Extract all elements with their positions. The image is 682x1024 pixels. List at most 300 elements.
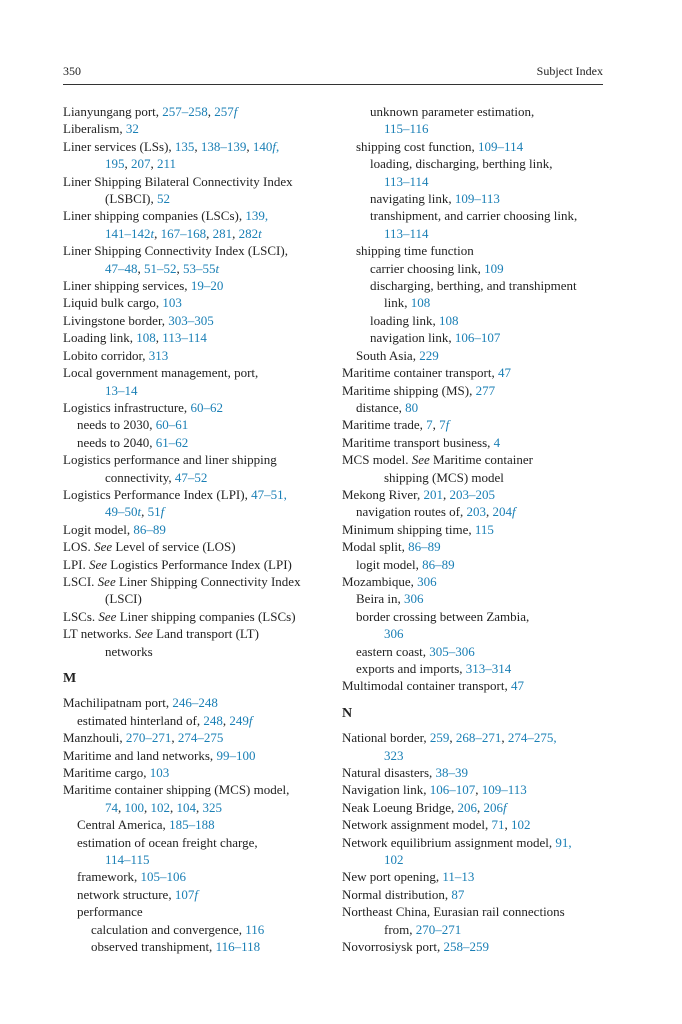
entry-term: Maritime container transport, <box>342 365 498 381</box>
entry-line <box>370 294 604 311</box>
entry-line <box>370 277 604 294</box>
page-ref-link[interactable]: 80 <box>405 399 419 415</box>
page-ref-link[interactable]: 47–51 <box>251 486 284 502</box>
entry-term: calculation and convergence, <box>91 921 246 937</box>
entry-term: navigating link, <box>370 191 455 207</box>
entry-term: (LSCI) <box>105 591 142 607</box>
index-subentry <box>63 712 331 729</box>
entry-term: shipping cost function, <box>356 138 479 154</box>
entry-term: Logistics performance and liner shipping <box>63 452 277 468</box>
page-ref-link[interactable]: 60–61 <box>155 417 189 433</box>
index-subentry <box>342 277 604 312</box>
index-entry <box>342 382 604 399</box>
index-entry <box>342 521 604 538</box>
entry-line: 141–142t, 167–168, 281, 282t <box>105 225 262 241</box>
page-ref-link[interactable]: 51f <box>147 504 165 520</box>
entry-term: Network assignment model, <box>342 817 492 833</box>
index-entry <box>63 625 331 660</box>
entry-line: Lianyungang port, 257–258, 257f <box>63 104 238 119</box>
page-ref-link[interactable]: 47 <box>497 365 511 381</box>
entry-term: Liner shipping companies (LSCs), <box>63 208 246 224</box>
index-subentry <box>342 347 604 364</box>
index-subentry <box>342 242 604 259</box>
entry-line <box>63 781 331 798</box>
page-ref-link[interactable]: 61–62 <box>155 434 189 450</box>
index-entry <box>342 764 604 781</box>
page-ref-link[interactable]: 141–142t <box>105 225 155 241</box>
entry-line <box>370 329 604 346</box>
entry-term: observed transhipment, <box>91 939 216 955</box>
entry-line <box>370 155 604 172</box>
index-column-right <box>342 103 604 956</box>
index-subentry <box>63 434 331 451</box>
see-target: Level of service (LOS) <box>112 539 236 555</box>
index-entry <box>63 521 331 538</box>
page-ref-link[interactable]: 99–100 <box>216 747 256 763</box>
entry-line <box>370 120 604 137</box>
index-entry <box>342 903 604 938</box>
page-ref-link[interactable]: 106–107 <box>429 782 476 798</box>
entry-term: (LSBCI), <box>105 191 157 207</box>
page-ref-link[interactable]: 32 <box>125 121 139 137</box>
page-ref-link[interactable]: 109–114 <box>478 138 524 154</box>
entry-line <box>370 260 604 277</box>
index-entry <box>63 347 331 364</box>
index-entry <box>63 138 331 173</box>
page-ref-link[interactable]: 108 <box>410 295 431 311</box>
page-ref-link[interactable]: 7 <box>426 417 433 433</box>
entry-line <box>91 938 331 955</box>
entry-term: Liberalism, <box>63 121 126 137</box>
index-subentry <box>63 921 331 938</box>
page-ref-link[interactable]: 204f <box>492 504 516 520</box>
running-header <box>63 64 603 85</box>
entry-line <box>63 173 331 190</box>
entry-line <box>63 190 331 207</box>
page-ref-link[interactable]: 201 <box>423 486 443 502</box>
page-ref-link[interactable]: 113–114 <box>384 173 429 189</box>
index-entry <box>63 486 331 521</box>
page-ref-link[interactable]: 249f <box>229 712 253 728</box>
entry-term: Lobito corridor, <box>63 347 149 363</box>
index-subentry <box>342 503 604 520</box>
page-ref-link[interactable]: 248 <box>203 712 223 728</box>
entry-line <box>370 225 604 242</box>
see-target: Logistics Performance Index (LPI) <box>107 556 292 572</box>
page-ref-link[interactable]: 91 <box>555 834 569 850</box>
entry-line <box>63 120 331 137</box>
index-entry <box>342 729 604 764</box>
page-ref-link[interactable]: 268–271 <box>455 730 502 746</box>
page-ref-link[interactable]: 52 <box>157 191 170 207</box>
index-entry <box>63 729 331 746</box>
index-entry <box>342 573 604 590</box>
entry-term: Maritime trade, <box>342 417 427 433</box>
entry-term: Network equilibrium assignment model, <box>342 834 556 850</box>
index-subentry <box>63 903 331 920</box>
page-ref-link[interactable]: 257f <box>214 104 238 119</box>
entry-term: distance, <box>356 399 406 415</box>
entry-line <box>342 903 604 920</box>
index-entry <box>342 486 604 503</box>
page-ref-link[interactable]: 13–14 <box>105 382 138 398</box>
entry-term: Lianyungang port, <box>63 104 163 119</box>
entry-term: Maritime transport business, <box>342 434 494 450</box>
entry-term: Logistics infrastructure, <box>63 399 191 415</box>
page-ref-link[interactable]: 282t <box>238 225 262 241</box>
page-ref-link[interactable]: 138–139 <box>200 138 247 154</box>
page-ref-link[interactable]: 203 <box>466 504 486 520</box>
entry-line <box>356 590 604 607</box>
index-entry <box>63 242 331 277</box>
entry-line <box>356 399 604 416</box>
entry-line: Logistics Performance Index (LPI), 47–51, <box>63 486 287 502</box>
entry-line: National border, 259, 268–271, 274–275, <box>342 730 557 746</box>
index-entry <box>63 781 331 816</box>
page-ref-link[interactable]: 102 <box>384 852 404 868</box>
entry-line: navigation routes of, 203, 204f <box>356 504 516 520</box>
see-reference: See <box>98 608 117 624</box>
index-subentry <box>342 556 604 573</box>
entry-line <box>356 643 604 660</box>
entry-term: networks <box>105 643 153 659</box>
section-letter: M <box>63 671 77 686</box>
page-ref-link[interactable]: 7f <box>439 417 450 433</box>
index-subentry <box>63 886 331 903</box>
page-ref-link[interactable]: 277 <box>475 382 496 398</box>
page-ref-link[interactable]: 270–271 <box>125 730 172 746</box>
index-entry <box>63 329 331 346</box>
entry-line <box>356 556 604 573</box>
entry-line <box>370 312 604 329</box>
entry-line <box>63 556 331 573</box>
index-entry <box>63 556 331 573</box>
entry-term: LOS. <box>63 539 95 555</box>
entry-term: Liner shipping services, <box>63 278 191 294</box>
page-ref-link[interactable]: 185–188 <box>169 817 215 833</box>
index-subentry <box>342 399 604 416</box>
entry-line <box>370 173 604 190</box>
entry-line <box>63 747 331 764</box>
page-ref-link[interactable]: 86–89 <box>422 556 455 572</box>
page-ref-link[interactable]: 113–114 <box>384 225 429 241</box>
entry-term: National border, <box>342 730 430 746</box>
page-ref-link[interactable]: 38–39 <box>435 765 469 781</box>
entry-line <box>91 921 331 938</box>
entry-term: discharging, berthing, and transhipment <box>370 278 577 294</box>
entry-term: Livingstone border, <box>63 312 169 328</box>
entry-term: MCS model. <box>342 452 412 468</box>
entry-term: shipping (MCS) model <box>384 469 504 485</box>
entry-line: Network assignment model, 71, 102 <box>342 817 531 833</box>
page-ref-link[interactable]: 102 <box>150 799 170 815</box>
page-ref-link[interactable]: 103 <box>162 295 182 311</box>
index-column-left <box>63 103 331 956</box>
page-ref-link[interactable]: 306 <box>417 573 437 589</box>
page-ref-link[interactable]: 86–89 <box>408 539 441 555</box>
entry-line <box>342 764 604 781</box>
entry-term: link, <box>384 295 411 311</box>
entry-term: Liner Shipping Bilateral Connectivity Index <box>63 173 293 189</box>
page-ref-link[interactable]: 229 <box>419 347 439 363</box>
entry-line: Loading link, 108, 113–114 <box>63 330 207 346</box>
entry-line: Liner services (LSs), 135, 138–139, 140f, <box>63 138 280 154</box>
index-subentry <box>63 868 331 885</box>
entry-line <box>63 590 331 607</box>
page-ref-link[interactable]: 323 <box>384 747 404 763</box>
entry-line <box>77 834 331 851</box>
entry-term: Mekong River, <box>342 486 424 502</box>
entry-term: carrier choosing link, <box>370 260 485 276</box>
page-ref-link[interactable]: 325 <box>202 799 222 815</box>
entry-term: loading link, <box>370 312 439 328</box>
page-ref-link[interactable]: 115 <box>474 521 494 537</box>
index-entry <box>63 277 331 294</box>
page-ref-link[interactable]: 19–20 <box>190 278 224 294</box>
page-ref-link[interactable]: 87 <box>451 886 465 902</box>
page-ref-link[interactable]: 303–305 <box>168 312 214 328</box>
page-ref-link[interactable]: 51–52 <box>144 260 177 276</box>
page-ref-link[interactable]: 4 <box>493 434 501 450</box>
see-reference: See <box>97 573 116 589</box>
entry-line <box>63 764 331 781</box>
entry-line <box>342 521 604 538</box>
entry-line <box>63 451 331 468</box>
index-entry <box>63 207 331 242</box>
entry-term: Novorrosiysk port, <box>342 939 444 955</box>
page-ref-link[interactable]: 313–314 <box>465 661 512 676</box>
page-ref-link[interactable]: 207 <box>131 156 151 172</box>
page-ref-link[interactable]: 107f <box>174 886 198 902</box>
entry-term: Central America, <box>77 817 170 833</box>
page-ref-link[interactable]: 104 <box>176 799 196 815</box>
see-target: Land transport (LT) <box>152 626 259 642</box>
entry-line <box>342 868 604 885</box>
page-ref-link[interactable]: 139 <box>245 208 265 224</box>
page-ref-link[interactable]: 274–275 <box>507 730 554 746</box>
entry-line <box>63 347 331 364</box>
see-target: Liner Shipping Connectivity Index <box>115 573 301 589</box>
page-ref-link[interactable]: 258–259 <box>443 939 489 955</box>
entry-line: Mekong River, 201, 203–205 <box>342 486 495 502</box>
page-ref-link[interactable]: 259 <box>429 730 450 746</box>
entry-line: Neak Loeung Bridge, 206, 206f <box>342 799 507 815</box>
entry-line: Manzhouli, 270–271, 274–275 <box>63 730 224 746</box>
page-ref-link[interactable]: 246–248 <box>172 695 218 711</box>
index-entry <box>63 312 331 329</box>
entry-term: South Asia, <box>356 347 420 363</box>
index-entry <box>342 677 604 694</box>
entry-line <box>342 886 604 903</box>
page-ref-link[interactable]: 167–168 <box>160 225 207 241</box>
index-subentry <box>342 643 604 660</box>
page-ref-link[interactable]: 114–115 <box>105 852 150 868</box>
entry-line <box>77 903 331 920</box>
entry-term: shipping time function <box>356 243 474 259</box>
page-ref-link[interactable]: 140f <box>252 138 277 154</box>
index-subentry <box>342 590 604 607</box>
entry-line <box>342 851 604 868</box>
entry-term: Northeast China, Eurasian rail connections <box>342 904 565 920</box>
entry-term: unknown parameter estimation, <box>370 104 535 119</box>
entry-line <box>63 242 331 259</box>
page-ref-link[interactable]: 53–55t <box>183 260 220 276</box>
index-entry <box>63 747 331 764</box>
index-subentry <box>342 260 604 277</box>
entry-line: estimated hinterland of, 248, 249f <box>77 712 253 728</box>
page-ref-link[interactable]: 106–107 <box>454 330 501 346</box>
index-entry <box>342 434 604 451</box>
entry-line <box>356 608 604 625</box>
entry-term: New port opening, <box>342 869 443 885</box>
page-ref-link[interactable]: 47 <box>510 678 524 694</box>
page-ref-link[interactable]: 115–116 <box>384 121 429 137</box>
entry-term: transhipment, and carrier choosing link, <box>370 208 578 224</box>
page-ref-link[interactable]: 116 <box>245 921 265 937</box>
index-entry <box>342 364 604 381</box>
see-reference: See <box>94 539 113 555</box>
entry-term: framework, <box>77 869 141 885</box>
page-ref-link[interactable]: 100 <box>124 799 144 815</box>
page-ref-link[interactable]: 47–48 <box>105 260 138 276</box>
index-subentry <box>342 155 604 190</box>
page-ref-link[interactable]: 257–258 <box>162 104 208 119</box>
entry-term: Machilipatnam port, <box>63 695 173 711</box>
page-ref-link[interactable]: 270–271 <box>415 921 462 937</box>
page-ref-link[interactable]: 60–62 <box>190 399 223 415</box>
page-ref-link[interactable]: 203–205 <box>449 486 495 502</box>
entry-line <box>63 625 331 642</box>
entry-term: connectivity, <box>105 469 175 485</box>
page-ref-link[interactable]: 305–306 <box>429 643 475 659</box>
entry-line <box>63 364 331 381</box>
index-entry <box>63 294 331 311</box>
page-ref-link[interactable]: 113–114 <box>162 330 207 346</box>
entry-line <box>63 694 331 711</box>
page-ref-link[interactable]: 105–106 <box>140 869 187 885</box>
entry-term: Liquid bulk cargo, <box>63 295 163 311</box>
entry-line <box>63 382 331 399</box>
page-ref-link[interactable]: 313 <box>148 347 169 363</box>
see-target: Maritime container <box>429 452 534 468</box>
entry-line <box>370 103 604 120</box>
entry-line <box>63 294 331 311</box>
entry-term: estimation of ocean freight charge, <box>77 834 258 850</box>
index-entry <box>63 103 331 120</box>
page-ref-link[interactable]: 108 <box>136 330 156 346</box>
entry-line: 74, 100, 102, 104, 325 <box>105 799 222 815</box>
page-ref-link[interactable]: 281 <box>212 225 233 241</box>
page-ref-link[interactable]: 211 <box>157 156 177 172</box>
entry-line <box>63 469 331 486</box>
page-ref-link[interactable]: 109 <box>484 260 504 276</box>
entry-line <box>63 643 331 660</box>
index-subentry <box>63 834 331 869</box>
page-ref-link[interactable]: 103 <box>149 765 170 781</box>
page-ref-link[interactable]: 47–52 <box>174 469 208 485</box>
entry-term: Navigation link, <box>342 782 430 798</box>
entry-line <box>342 677 604 694</box>
entry-term: Neak Loeung Bridge, <box>342 799 458 815</box>
entry-term: Minimum shipping time, <box>342 521 475 537</box>
page-ref-link[interactable]: 135 <box>174 138 195 154</box>
entry-term: Mozambique, <box>342 573 418 589</box>
entry-line <box>77 868 331 885</box>
entry-term: needs to 2040, <box>77 434 156 450</box>
entry-line <box>63 399 331 416</box>
page-ref-link[interactable]: 108 <box>438 312 459 328</box>
index-entry <box>63 173 331 208</box>
entry-term: Local government management, port, <box>63 365 259 381</box>
page-ref-link[interactable]: 11–13 <box>442 869 475 885</box>
page-ref-link[interactable]: 109–113 <box>481 782 527 798</box>
entry-term: Logistics Performance Index (LPI), <box>63 486 252 502</box>
entry-line <box>63 608 331 625</box>
entry-term: Maritime container shipping (MCS) model, <box>63 782 290 798</box>
entry-line <box>77 434 331 451</box>
page-ref-link[interactable]: 274–275 <box>177 730 224 746</box>
index-subentry <box>342 608 604 643</box>
index-subentry <box>342 660 604 677</box>
running-title: Subject Index <box>536 64 603 78</box>
see-reference: See <box>411 452 430 468</box>
entry-line <box>356 625 604 642</box>
page-ref-link[interactable]: 102 <box>510 817 531 833</box>
entry-term: Loading link, <box>63 330 137 346</box>
page-ref-link[interactable]: 74 <box>105 799 118 815</box>
see-target: Liner shipping companies (LSCs) <box>116 608 296 624</box>
entry-line <box>77 416 331 433</box>
page-ref-link[interactable]: 206 <box>457 799 478 815</box>
entry-term: LSCs. <box>63 608 99 624</box>
page-ref-link[interactable]: 49–50t <box>105 504 142 520</box>
index-entry <box>342 781 604 798</box>
index-subentry <box>63 816 331 833</box>
index-entry <box>63 764 331 781</box>
page-ref-link[interactable]: 71 <box>491 817 505 833</box>
page-ref-link[interactable]: 306 <box>384 626 404 642</box>
entry-line <box>356 242 604 259</box>
page-ref-link[interactable]: 86–89 <box>133 521 166 537</box>
see-reference: See <box>89 556 108 572</box>
page-ref-link[interactable]: 116–118 <box>215 939 261 955</box>
page-number: 350 <box>63 64 81 78</box>
page-ref-link[interactable]: 306 <box>404 591 424 607</box>
entry-term: Maritime cargo, <box>63 765 150 781</box>
entry-line: Network equilibrium assignment model, 91, <box>342 834 572 850</box>
page-ref-link[interactable]: 109–113 <box>454 191 500 207</box>
entry-line <box>370 190 604 207</box>
page-ref-link[interactable]: 195 <box>105 156 125 172</box>
index-subentry <box>63 416 331 433</box>
index-entry <box>342 451 604 486</box>
index-subentry <box>342 312 604 329</box>
entry-line <box>356 347 604 364</box>
entry-term: network structure, <box>77 886 175 902</box>
entry-term: performance <box>77 904 143 920</box>
section-letter: N <box>342 705 353 721</box>
entry-line <box>342 538 604 555</box>
entry-line <box>342 382 604 399</box>
entry-term: needs to 2030, <box>77 417 156 433</box>
entry-term: Beira in, <box>356 591 405 607</box>
page-ref-link[interactable]: 206f <box>483 799 507 815</box>
index-entry <box>63 608 331 625</box>
entry-line <box>77 851 331 868</box>
index-subentry <box>342 190 604 207</box>
entry-term: from, <box>384 921 416 937</box>
entry-line <box>63 312 331 329</box>
